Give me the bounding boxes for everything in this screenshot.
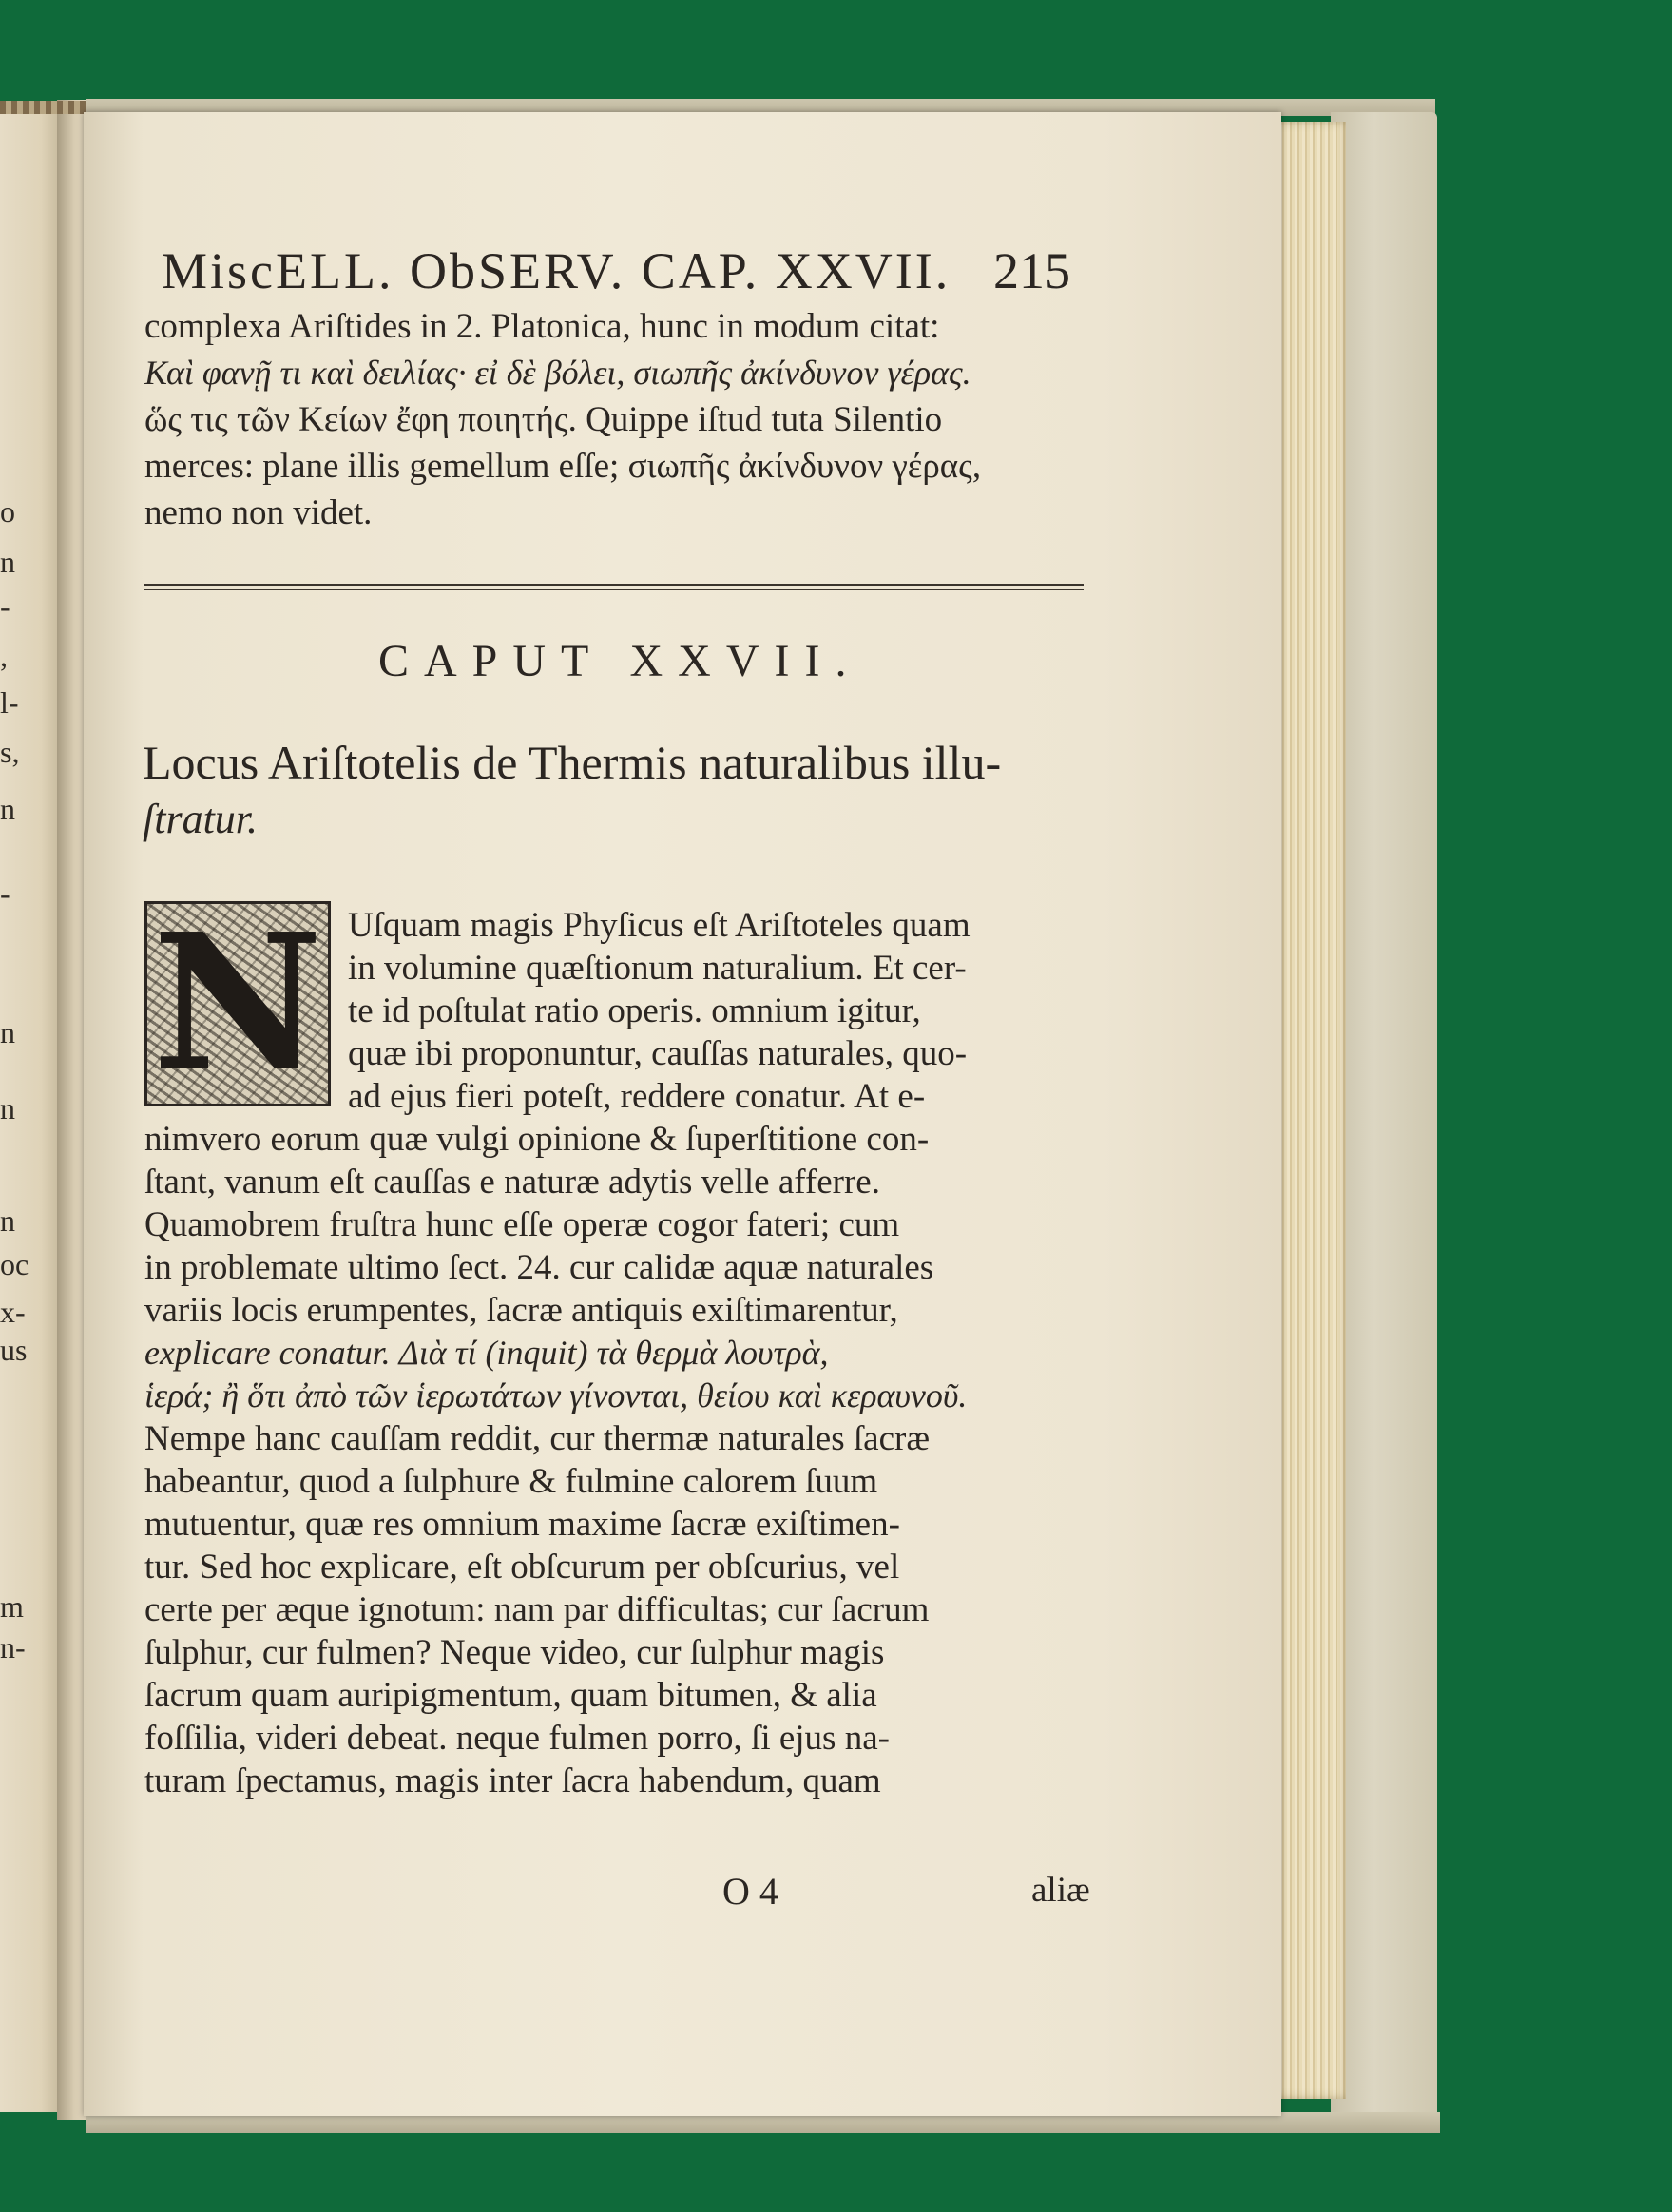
text-line: variis locis erumpentes, ſacræ antiquis exiſtimarentur, [144,1291,898,1330]
text-line: quæ ibi proponuntur, cauſſas naturales, quo- [348,1034,968,1073]
text-line: ἱερά; ἢ ὅτι ἀπὸ τῶν ἱερωτάτων γίνονται, θείου καὶ κεραυνοῦ. [144,1376,968,1414]
text-line: Uſquam magis Phyſicus eſt Ariſtoteles quam [348,906,971,945]
signature-mark: O 4 [722,1870,778,1913]
catchword: aliæ [1031,1871,1090,1910]
left-page-fragment: us [0,1333,28,1367]
section-rule-thin [144,589,1084,590]
left-page-fragment: oc [0,1247,29,1281]
left-page-fragment: n- [0,1630,26,1664]
left-page-fragment: n [0,1091,15,1125]
left-page-fragment: n [0,1203,15,1238]
text-line: ſulphur, cur fulmen? Neque video, cur ſulphur magis [144,1633,885,1672]
text-line: ὥς τις τῶν Κείων ἔφη ποιητής. Quippe iſtud tuta Silentio [144,400,943,439]
chapter-subtitle: Locus Ariſtotelis de Thermis naturalibus illu- [143,736,1002,789]
text-line: habeantur, quod a ſulphure & fulmine calorem ſuum [144,1462,878,1501]
chapter-title: CAPUT XXVII. [378,636,862,686]
text-line: te id poſtulat ratio operis. omnium igitur, [348,991,921,1030]
text-line: merces: plane illis gemellum eſſe; σιωπῆς ἀκίνδυνον γέρας, [144,447,982,486]
left-page-fragment: , [0,639,8,673]
left-page-fragment: x- [0,1295,26,1329]
left-page-fragment: o [0,494,15,529]
page-number: 215 [993,242,1070,299]
chapter-subtitle-continued: ſtratur. [143,796,259,842]
text-line: nemo non videt. [144,493,373,532]
text-line: ad ejus fieri poteſt, reddere conatur. At e- [348,1077,926,1116]
left-page-fragment: m [0,1589,24,1624]
text-line: Καὶ φανῇ τι καὶ δειλίας· εἰ δὲ βόλει, σιωπῆς ἀκίνδυνον γέρας. [144,354,971,392]
left-page-fragment: n [0,792,15,826]
text-line: Nempe hanc cauſſam reddit, cur thermæ naturales ſacræ [144,1419,930,1458]
back-cover [1331,112,1437,2125]
left-page-fragment: - [0,589,10,624]
text-line: Quamobrem fruſtra hunc eſſe operæ cogor fateri; cum [144,1205,900,1244]
text-line: in problemate ultimo ſect. 24. cur calidæ aquæ naturales [144,1248,934,1287]
initial-letter: N [152,894,323,1112]
text-line: tur. Sed hoc explicare, eſt obſcurum per obſcurius, vel [144,1548,900,1587]
text-line: foſſilia, videri debeat. neque fulmen porro, ſi ejus na- [144,1719,890,1758]
left-page-fragment: l- [0,685,19,720]
left-page-fragment: - [0,876,10,911]
text-line: complexa Ariſtides in 2. Platonica, hunc in modum citat: [144,307,940,346]
text-line: mutuentur, quæ res omnium maxime ſacræ exiſtimen- [144,1505,900,1544]
text-line: certe per æque ignotum: nam par difficultas; cur ſacrum [144,1590,930,1629]
text-line: turam ſpectamus, magis inter ſacra habendum, quam [144,1761,881,1800]
left-page-fragment: s, [0,735,20,769]
text-line: explicare conatur. Διὰ τί (inquit) τὰ θερμὰ λουτρὰ, [144,1334,829,1372]
running-head: MiscELL. ObSERV. CAP. XXVII. [162,242,951,299]
text-line: in volumine quæſtionum naturalium. Et cer- [348,949,967,988]
decorated-initial [144,894,331,1112]
text-line: ſtant, vanum eſt cauſſas e naturæ adytis velle afferre. [144,1163,880,1202]
left-page-fragment: n [0,1015,15,1049]
left-page-fragment: n [0,545,15,579]
section-rule [144,584,1084,586]
text-line: nimvero eorum quæ vulgi opinione & ſuperſtitione con- [144,1120,930,1159]
text-line: ſacrum quam auripigmentum, quam bitumen, & alia [144,1676,877,1715]
